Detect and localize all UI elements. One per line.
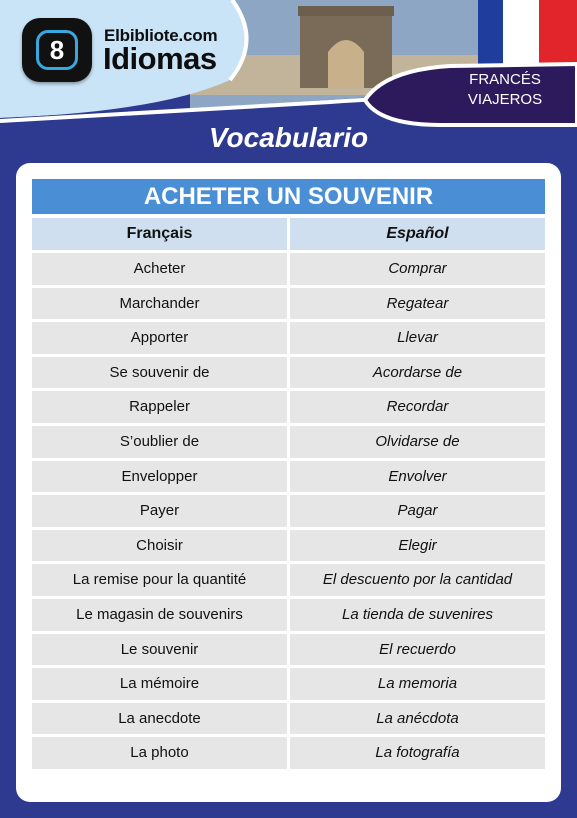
table-row [32, 668, 545, 700]
badge-language: FRANCÉS [469, 71, 541, 88]
column-header-spanish: Español [290, 218, 545, 250]
table-row [32, 495, 545, 527]
course-badge [445, 70, 565, 120]
cell-spanish: Pagar [290, 495, 545, 527]
logo-icon [22, 18, 92, 82]
table-row [32, 288, 545, 320]
table-row [32, 737, 545, 769]
cell-spanish: La anécdota [290, 703, 545, 735]
cell-french: Marchander [32, 288, 287, 320]
table-row [32, 599, 545, 631]
vocabulary-card [16, 163, 561, 802]
cell-french: La photo [32, 737, 287, 769]
cell-spanish: Recordar [290, 391, 545, 423]
cell-spanish: La tienda de suvenires [290, 599, 545, 631]
cell-french: Apporter [32, 322, 287, 354]
cell-spanish: Envolver [290, 461, 545, 493]
logo [22, 16, 232, 96]
cell-french: S’oublier de [32, 426, 287, 458]
logo-brand-name: Idiomas [103, 41, 217, 76]
cell-french: Le magasin de souvenirs [32, 599, 287, 631]
table-title: ACHETER UN SOUVENIR [32, 179, 545, 214]
logo-letter: 8 [49, 35, 65, 65]
cell-french: Acheter [32, 253, 287, 285]
table-row [32, 703, 545, 735]
cell-spanish: Comprar [290, 253, 545, 285]
cell-french: Se souvenir de [32, 357, 287, 389]
table-row [32, 322, 545, 354]
table-row [32, 461, 545, 493]
cell-spanish: El recuerdo [290, 634, 545, 666]
cell-french: La mémoire [32, 668, 287, 700]
logo-site-name: Elbibliote.com [104, 26, 218, 45]
arc-de-triomphe-icon [298, 6, 394, 88]
cell-french: La anecdote [32, 703, 287, 735]
vocabulary-rows [32, 253, 545, 772]
badge-audience: VIAJEROS [467, 91, 543, 108]
table-row [32, 357, 545, 389]
column-header-french: Français [32, 218, 287, 250]
table-row [32, 530, 545, 562]
cell-french: Envelopper [32, 461, 287, 493]
table-row [32, 634, 545, 666]
cell-french: Payer [32, 495, 287, 527]
cell-spanish: La fotografía [290, 737, 545, 769]
cell-french: Choisir [32, 530, 287, 562]
table-row [32, 564, 545, 596]
cell-french: La remise pour la quantité [32, 564, 287, 596]
cell-french: Le souvenir [32, 634, 287, 666]
cell-spanish: Llevar [290, 322, 545, 354]
cell-french: Rappeler [32, 391, 287, 423]
cell-spanish: Elegir [290, 530, 545, 562]
page-header [0, 0, 577, 130]
cell-spanish: La memoria [290, 668, 545, 700]
cell-spanish: El descuento por la cantidad [290, 564, 545, 596]
page-title: Vocabulario [208, 122, 369, 153]
table-row [32, 426, 545, 458]
table-row [32, 253, 545, 285]
cell-spanish: Regatear [290, 288, 545, 320]
cell-spanish: Olvidarse de [290, 426, 545, 458]
cell-spanish: Acordarse de [290, 357, 545, 389]
table-row [32, 391, 545, 423]
